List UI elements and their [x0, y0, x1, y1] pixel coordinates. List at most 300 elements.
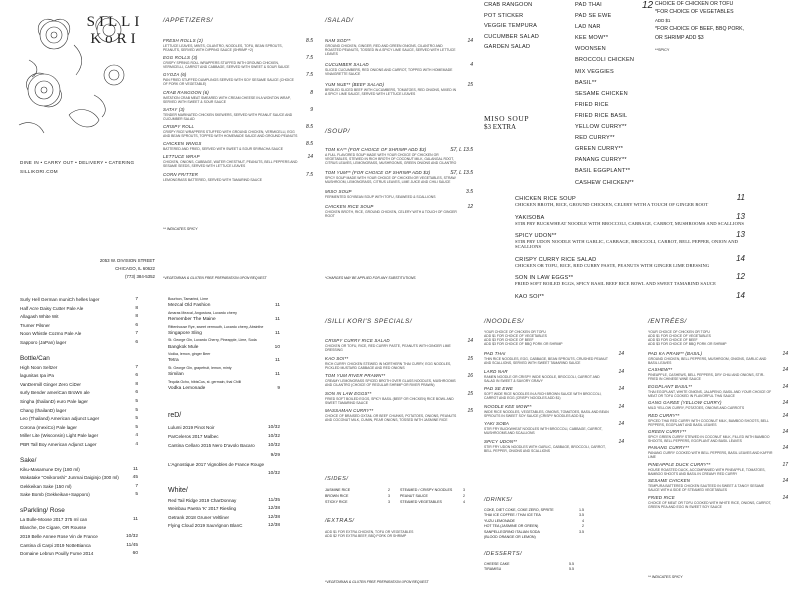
menu-item — [163, 154, 313, 168]
drink-row — [20, 372, 138, 381]
menu-item-desc: CHICKEN, ONIONS, CABBAGE, WATER CHESTNUT, PEANUTS, BELL PEPPERS AND SESAME SEEDS, SERVED WITH LETTUCE LEAVES — [163, 160, 298, 169]
small-row — [484, 535, 584, 540]
drink-name: Surly Hell German muniCh helles lager — [20, 297, 100, 302]
drink-name: Corona (mexiCo) Pale lager — [20, 424, 77, 430]
drink-row — [168, 522, 280, 530]
menu-item-name: GYOZA (6) — [163, 72, 187, 78]
drink-name: Sake Bomb (Gekkeikan+Sapporo) — [20, 492, 90, 498]
special-row — [515, 230, 745, 239]
menu-item-name: NAM SOD** — [325, 38, 351, 43]
side-price: 3 — [388, 500, 390, 504]
drink-price: 5 — [135, 398, 138, 404]
drink-price: 10/32 — [267, 471, 280, 477]
menu-item — [325, 356, 473, 370]
menu-item-name: CASHEW** — [648, 367, 673, 373]
lunch-entree-item: PAD SE EWE — [575, 13, 612, 20]
drink-name: Domaine Lebrun Pouilly Fume 2014 — [20, 551, 94, 557]
white-wine-list — [168, 497, 280, 531]
right-specials-list — [515, 193, 745, 304]
miso-extra: $3 EXTRA — [484, 123, 517, 131]
menu-item-name: TOM YUM** (FOR CHOICE OF SHRIMP ADD $3) — [325, 170, 431, 175]
drink-row — [20, 542, 138, 551]
side-price: 4 — [463, 500, 465, 504]
drink-row — [20, 364, 138, 373]
menu-item — [325, 338, 473, 352]
menu-item-name: KAO SOI** — [325, 355, 349, 361]
drink-price: 8 — [135, 381, 138, 387]
drink-name: Blanche, De Cigare, OR Rousse — [20, 525, 87, 531]
special-name: SON IN LAW EGGS** — [515, 275, 574, 281]
choice-2: *FOR CHOICE OF VEGETABLES — [655, 9, 734, 16]
menu-item-desc: SLICED CUCUMBERS, RED ONIONS AND CARROT, TOPPED WITH HOMEMADE VINAIGRETTE SAUCE — [325, 68, 453, 76]
extras-lines — [325, 530, 413, 538]
side-price: 3 — [388, 494, 390, 498]
menu-item — [484, 439, 624, 453]
drink-price: 10/32 — [267, 443, 280, 449]
menu-item — [163, 172, 313, 182]
drink-price: 8 — [135, 305, 138, 311]
menu-item-name: EGG ROLLS (3) — [163, 55, 198, 61]
drink-name: lagunitas Ipa iPa — [20, 373, 54, 379]
menu-item-price: 8 — [310, 89, 313, 96]
beer-list — [20, 296, 138, 559]
lunch-entree-item: LAD NAR — [575, 24, 601, 31]
cocktail-price: 11 — [275, 330, 280, 336]
drink-price: 5 — [135, 407, 138, 413]
drink-price: 60 — [132, 551, 138, 557]
drink-row — [168, 497, 280, 505]
menu-item-price: 3.5 — [466, 189, 473, 195]
extras-title: /EXTRAS/ — [325, 518, 355, 524]
drink-name: ParCeleros 2017 Malbec — [168, 434, 219, 440]
drink-name: High Noon Seltzer — [20, 364, 58, 370]
drink-name: Flying Cloud 2019 SauVignon BlanC — [168, 523, 243, 529]
menu-item-desc: HOUSE ROASTED DUCK, ACCOMPANIED WITH PINEAPPLE, TOMATOES, BAMBOO SHOOTS AND BASIL IN CREAMY RED CURRY — [648, 467, 766, 476]
soup-list — [325, 147, 473, 223]
menu-item-price: 14 — [782, 367, 788, 374]
cocktail-name: Remember The Maine — [168, 317, 216, 322]
cocktail-price: 11 — [275, 317, 280, 322]
intro-line: ADD $3 FOR CHOICE OF BEEF — [648, 338, 698, 342]
drinks-list — [484, 508, 584, 540]
side-name: STEAMED VEGETABLES — [400, 500, 442, 504]
drink-price: 10/32 — [267, 434, 280, 440]
drink-row — [20, 424, 138, 433]
drink-row — [20, 491, 138, 500]
drink-name: Allagash White Wit — [20, 314, 59, 320]
side-price: 3 — [463, 488, 465, 492]
menu-item-price: S7, L 13.5 — [450, 170, 473, 176]
menu-item — [648, 495, 788, 509]
menu-item-name: TOM YUM RIVER PRAWN** — [325, 373, 386, 378]
drink-row — [20, 313, 138, 322]
lunch-entree-item: BASIL** — [575, 79, 597, 86]
menu-item-name: SPICY UDON** — [484, 438, 518, 444]
menu-item-name: RED CURRY** — [648, 412, 680, 418]
menu-item-desc: CRISPY RICE WRAPPERS STUFFED WITH GROUND CHICKEN, VERMICELLI, EGG AND BEAN SPROUTS, TOPPED WITH HOMEMADE SAUCE AND GROUND PEANUTS — [163, 129, 298, 138]
drink-price: 11/45 — [126, 542, 138, 548]
drink-name: surly Bender ameriCan BroWn ale — [20, 390, 90, 396]
intro-line: YOUR CHOICE OF CHICKEN OR TOFU — [484, 330, 546, 334]
cocktail-price: 11 — [275, 358, 280, 364]
menu-item-desc: STIR FRY BUCKWHEAT NOODLES WITH BROCCOLI, CABBAGE, CARROT, MUSHROOMS AND SCALLIONS — [484, 427, 603, 435]
special-name: SPICY UDON** — [515, 233, 557, 239]
appetizers-footnote: *VEGETARIAN & GLUTEN FREE PREPARATION UPON REQUEST — [163, 276, 267, 280]
drink-row — [20, 483, 138, 492]
menu-item-name: PINEAPPLE DUCK CURRY** — [648, 461, 711, 467]
lunch-side-item: VEGGIE TEMPURA — [484, 23, 538, 30]
menu-item — [648, 462, 788, 476]
choice-3b: OR SHRIMP ADD $3 — [655, 34, 704, 41]
cocktail-price: 11 — [275, 372, 280, 378]
intro-line: ADD $3 FOR CHOICE OF BEEF — [484, 338, 534, 342]
small-price: 3.5 — [579, 529, 584, 534]
drink-name: PBR Tall Boy American Adjunct Lager — [20, 441, 97, 447]
drink-price: 9/29 — [270, 452, 280, 458]
menu-item — [648, 384, 788, 398]
menu-item-name: CUCUMBER SALAD — [325, 62, 369, 67]
intro-line: ADD $1 FOR CHOICE OF VEGETABLES — [648, 334, 711, 338]
menu-item-name: YAKI SOBA — [484, 421, 509, 426]
menu-item — [325, 373, 473, 387]
cocktail-row — [168, 357, 280, 365]
choice-1: CHOICE OF CHICKEN OR TOFU — [655, 1, 734, 7]
menu-item-name: FRIED RICE — [648, 494, 675, 500]
drink-price: 8 — [135, 314, 138, 320]
drink-row — [20, 415, 138, 424]
salad-title: /SALAD/ — [325, 17, 354, 24]
lunch-entree-item: PAD THAI — [575, 2, 602, 8]
small-row — [484, 567, 574, 572]
small-price: 3.5 — [579, 513, 584, 518]
menu-item-desc: SPICED THAI RED CURRY WITH COCONUT MILK, BAMBOO SHOOTS, BELL PEPPERS, EGGPLANT AND BASIL LEAVES — [648, 418, 769, 427]
menu-item-name: LETTUCE WRAP — [163, 154, 200, 160]
lunch-entree-item: FRIED RICE BASIL — [575, 112, 628, 119]
menu-item-price: 14 — [782, 412, 788, 419]
drink-name: Trumer Pilsner — [20, 322, 50, 328]
menu-item — [648, 400, 788, 410]
menu-item-name: CRISPY CURRY RICE SALAD — [325, 338, 390, 343]
lunch-entree-item: PANANG CURRY** — [575, 157, 627, 164]
special-desc: FRIED SOFT BOILED EGGS, SPICY BASIL BEEF RICE BOWL AND SWEET TAMARIND SAUCE — [515, 281, 716, 286]
menu-item-desc: BATTERED AND FRIED, SERVED WITH SWEET & SOUR SRIRACHA SAUCE — [163, 147, 284, 152]
small-name: (BLOOD ORANGE OR LEMON) — [484, 535, 536, 540]
drink-row — [20, 381, 138, 390]
menu-item-price: 7.5 — [306, 171, 313, 178]
drink-row — [168, 451, 280, 460]
brand-name — [80, 14, 150, 48]
menu-item — [325, 62, 473, 76]
desserts-title: /DESSERTS/ — [484, 551, 523, 557]
soup-note: *CHARGES MAY BE APPLIED FOR ANY SUBSTITUTIONS — [325, 276, 416, 280]
menu-item — [325, 147, 473, 165]
menu-item-name: MASSAMAN CURRY** — [325, 408, 374, 413]
extras-footnote: *VEGETARIAN & GLUTEN FREE PREPARATION UPON REQUEST — [325, 580, 429, 584]
drink-row — [168, 460, 280, 469]
cocktail-price: 10 — [274, 344, 280, 350]
lunch-entree-item: GREEN CURRY** — [575, 146, 624, 153]
cocktail-row — [168, 371, 280, 379]
miso-soup-offer — [484, 114, 529, 131]
menu-item — [325, 204, 473, 218]
menu-item-desc: FERMENTED SOYBEAN SOUP WITH TOFU, SEAWEED & SCALLIONS — [325, 195, 436, 199]
drink-row — [168, 432, 280, 441]
menu-item — [484, 351, 624, 365]
menu-item — [648, 351, 788, 365]
menu-item-desc: PAN FRIED STUFFED DUMPLINGS SERVED WITH SOY SESAME SAUCE (CHOICE OF PORK OR VEGETABLE) — [163, 78, 294, 87]
red-wine-list — [168, 423, 280, 478]
cocktail-ingredients: Vodka, lemon, ginger Beer — [168, 352, 211, 357]
appetizers-list — [163, 38, 313, 185]
menu-item — [648, 429, 788, 443]
drink-price: 5 — [135, 424, 138, 430]
soup-title: /SOUP/ — [325, 128, 351, 135]
drink-row — [20, 524, 138, 533]
lunch-entree-item: WOONSEN — [575, 46, 606, 53]
drink-price: 5 — [135, 492, 138, 498]
special-item — [515, 230, 745, 249]
cocktail-price: 11 — [275, 303, 280, 309]
side-price: 2 — [388, 488, 390, 492]
menu-item-price: 14 — [467, 338, 473, 344]
menu-item-price: 4 — [470, 62, 473, 68]
menu-item-name: SESAME CHICKEN — [648, 478, 691, 484]
cocktail-ingredients: Tequila Ocho, hibisCus, st. germain, thai Chilli — [168, 379, 242, 384]
cocktail-name: Bangkok Mule — [168, 344, 199, 350]
sides-title: /SIDES/ — [325, 476, 349, 482]
special-desc: STIR FRY BUCKWHEAT NOODLE WITH BROCCOLI, CABBAGE, CARROT, MUSHROOMS AND SCALLIONS — [515, 220, 745, 226]
special-price: 14 — [736, 290, 745, 300]
menu-item-name: CHICKEN WINGS — [163, 141, 202, 147]
menu-item — [484, 421, 624, 435]
menu-item — [325, 170, 473, 184]
special-price: 13 — [736, 230, 745, 239]
menu-item-desc: LEMONGRASS BATTERED, SERVED WITH TAMARIND SAUCE — [163, 177, 263, 182]
drink-name: Wakatake "Onikoroshi" Junmai Daiginjo (300 ml) — [20, 475, 119, 481]
drink-row — [168, 441, 280, 450]
lunch-side-item: CRAB RANGOON — [484, 2, 533, 8]
menu-item-desc: RICH CURRY CHICKEN STEWED IN NORTHERN THAI CURRY, EGG NOODLES, PICKLED MUSTARD CABBAGE AND RED ONIONS — [325, 361, 452, 370]
white-wine-title: White/ — [168, 487, 188, 494]
side-row — [400, 500, 465, 506]
small-price: 2 — [582, 524, 584, 529]
extras-line-2: ADD $2 FOR EXTRA BEEF, BBQ PORK OR SHRIMP — [325, 534, 407, 538]
menu-item-price: 7.5 — [306, 72, 313, 79]
special-row — [515, 212, 745, 221]
menu-item-name: TOM KA** (FOR CHOICE OF SHRIMP ADD $3) — [325, 147, 427, 152]
drink-name: 2019 Belle Annee Rose Vin de France — [20, 534, 98, 540]
menu-item-desc: SPICY SOUP MADE WITH YOUR CHOICE OF CHICKEN OR VEGETABLES, STRAW MUSHROOM, LEMONGRASS, CITRUS LEAVES, LIME JUICE AND CHILI SAUCE — [325, 176, 456, 184]
drink-name: Miller Lite (Wisconsin) Light Pale lager — [20, 433, 99, 439]
cocktail-row — [168, 316, 280, 324]
sides-list — [325, 488, 465, 506]
cocktail-list — [168, 296, 280, 393]
special-name: KAO SOI** — [515, 293, 545, 300]
cocktail-row — [168, 385, 280, 393]
special-row — [515, 291, 745, 300]
menu-item-price: 8.5 — [306, 123, 313, 130]
special-name: CRISPY CURRY RICE SALAD — [515, 256, 597, 263]
menu-item-price: 14 — [467, 38, 473, 44]
special-name: CHICKEN RICE SOUP — [515, 196, 576, 202]
small-name: HOT TEA (JASMINE OR GREEN) — [484, 524, 539, 529]
menu-item-desc: TEMPURA BATTERED CHICKEN SAUTEED IN SWEET & TANGY SESAME SAUCE WITH A SIDE OF STEAMED VEGETABLES — [648, 484, 765, 493]
side-name: JASMINE RICE — [325, 488, 351, 492]
entrees-note: ** INDICATES SPICY — [648, 575, 683, 579]
menu-item-name: MISO SOUP — [325, 189, 352, 194]
menu-item-name: FRESH ROLLS (2) — [163, 38, 204, 43]
special-price: 14 — [736, 253, 745, 263]
menu-item-price: 14 — [782, 428, 788, 435]
drink-price: 7 — [135, 483, 138, 489]
cocktail-name: Singapore Sling — [168, 330, 202, 336]
special-item — [515, 272, 745, 286]
drink-name: L'Agnostique 2017 Vignobles de France Rouge — [168, 461, 265, 467]
drink-name: Half Acre Daisy Cutter Pale Ale — [20, 305, 84, 311]
drink-row — [20, 432, 138, 441]
menu-item-price: 14 — [618, 386, 624, 392]
drink-name: Lulumi 2019 Pinot Noir — [168, 425, 215, 430]
choice-3: *FOR CHOICE OF BEEF, BBQ PORK, — [655, 26, 745, 33]
drink-name: VanDermill Ginger Zero CiDer — [20, 381, 81, 387]
menu-item — [163, 141, 313, 151]
small-name: COKE, DIET COKE, COKE ZERO, SPRITE — [484, 508, 554, 512]
sake-title: Sake/ — [20, 456, 37, 464]
intro-line: ADD $3 FOR CHOICE OF BBQ PORK OR SHRIMP — [484, 342, 563, 346]
website: SILLIKORI.COM — [20, 169, 58, 174]
drink-row — [20, 407, 138, 416]
drink-row — [20, 474, 138, 483]
drink-price: 6 — [135, 390, 138, 396]
menu-item-price: 14 — [782, 383, 788, 390]
drink-name: La Bulle-Moose 2017 375 ml can — [20, 516, 88, 522]
salad-list — [325, 38, 473, 102]
drink-name: Singha (thailanD) euro Pale lager — [20, 398, 88, 404]
cocktail-row — [168, 344, 280, 352]
address-city: CHICAGO, IL 60622 — [115, 266, 155, 271]
drink-price: 12/38 — [267, 506, 280, 512]
section-intro — [648, 330, 788, 346]
menu-item-desc: TENDER MARINATED CHICKEN SKEWERS, SERVED WITH PEANUT SAUCE AND CUCUMBER SALAD — [163, 112, 293, 121]
small-name: CHEESE CAKE — [484, 562, 510, 566]
drink-price: 4 — [135, 441, 138, 447]
menu-item-desc: A FULL FLAVORED SOUP MADE WITH YOUR CHOICE OF CHICKEN OR VEGETABLES, STEWED IN RICH BROTH OF COCONUT MILK, GALANGAL ROOT, CITRUS LEAVES, LEMONGRASS, MUSHROOMS, GREEN ONIONS AND CILANTRO — [325, 153, 457, 165]
entrees-list — [648, 330, 788, 511]
drink-row — [20, 296, 138, 305]
menu-item-desc: PANANG CURRY COOKED WITH BELL PEPPERS, BASIL LEAVES AND KAFFIR LIME — [648, 451, 773, 460]
menu-item-price: 8.5 — [306, 141, 313, 148]
small-price: 5.5 — [569, 567, 574, 572]
menu-item — [484, 369, 624, 383]
drink-price: 6 — [135, 322, 138, 328]
menu-item-price: 16 — [467, 373, 473, 379]
silli-specials-list — [325, 338, 473, 426]
appetizers-note: ** INDICATES SPICY — [163, 227, 198, 231]
special-row — [515, 272, 745, 281]
menu-item-desc: FRIED SOFT BOILED EGGS, SPICY BASIL (BEEF OR CHICKEN) RICE BOWL AND SWEET TAMARIND SAUCE — [325, 396, 454, 405]
drink-row — [168, 514, 280, 522]
side-row — [325, 500, 390, 506]
lunch-entree-item: MIX VEGGIES — [575, 68, 614, 75]
drink-row — [20, 466, 138, 475]
menu-item-name: CHICKEN RICE SOUP — [325, 204, 374, 209]
special-price: 12 — [736, 272, 745, 281]
menu-item-desc: SOFT WIDE RICE NOODLES IN A RICH BROWN SAUCE WITH BROCCOLI, CARROT AND EGG (CRISPY NOODLES ADD $1) — [484, 392, 602, 400]
menu-item-desc: PINEAPPLE, CASHEWS, BELL PEPPERS, DRY CHILI AND ONIONS, STIR-FRIED IN CHINESE WINE SAUCE — [648, 373, 765, 382]
lunch-entree-item: CASHEW CHICKEN** — [575, 179, 634, 186]
drink-name: Kiku-Masamune Dry (180 ml) — [20, 466, 80, 472]
lunch-entrees-list — [575, 0, 645, 189]
drink-price: 10/32 — [125, 534, 138, 540]
lunch-entree-item: BASIL EGGPLANT** — [575, 168, 631, 175]
drink-name: Getrank 2018 Gruner Veltliner — [168, 514, 230, 520]
menu-item-desc: IMITATION CRAB MEAT SMEARED WITH CREAM CHEESE IN A WONTON WRAP, SERVED WITH SWEET & SOUR SAUCE — [163, 95, 291, 104]
menu-item-price: 12 — [467, 204, 473, 210]
drink-name: Leo (Thailand) American adjunct Lager — [20, 416, 100, 422]
menu-item-name: NOODLE KEE MOW** — [484, 403, 532, 409]
choice-2b: ADD $1 — [655, 17, 671, 23]
menu-item — [648, 445, 788, 459]
menu-item — [325, 189, 473, 199]
menu-item-price: 15 — [467, 390, 473, 397]
lunch-entree-item: YELLOW CURRY** — [575, 124, 627, 131]
menu-item-name: EGGPLANT BASIL** — [648, 383, 693, 389]
small-price: 4 — [582, 518, 584, 523]
menu-item-desc: BROILED SLICED BEEF WITH CUCUMBERS, TOMATOES, RED ONIONS, MIXED IN A SPICY LIME SAUCE, SERVED WITH LETTUCE LEAVES — [325, 88, 457, 96]
menu-item — [163, 107, 313, 121]
menu-item — [648, 413, 788, 427]
menu-item-name: GANG GAREE (YELLOW CURRY) — [648, 400, 722, 406]
menu-item-desc: GROUND CHICKEN, GINGER, RED AND GREEN ONIONS, CILANTRO AND ROASTED PEANUTS, TOSSED IN A SPICY LIME SAUCE, SERVED WITH LETTUCE LEAVES — [325, 44, 456, 56]
drink-row — [20, 339, 138, 348]
menu-item-desc: WIDE RICE NOODLES, VEGETABLES, ONIONS, TOMATOES, BASIL AND BEAN SPROUTS IN SWEET SOY SAUCE (CRISPY NOODLES ADD $1) — [484, 409, 609, 418]
menu-item-desc: LETTUCE LEAVES, MINTS, CILANTRO, NOODLES, TOFU, BEAN SPROUTS, PEANUTS, SERVED WITH DIPPING SAUCE (SHRIMP +2) — [163, 44, 283, 52]
entrees-title: /ENTRÉES/ — [648, 318, 687, 325]
menu-item — [325, 391, 473, 405]
menu-item-desc: CHOICE OF MEAT OR TOFU COOKED WITH WHITE RICE, ONIONS, CARROT, GREEN PEA AND EGG IN SWEET SOY SAUCE — [648, 500, 772, 509]
lunch-entree-item: KEE MOW** — [575, 35, 609, 42]
drink-row — [168, 469, 280, 478]
menu-item-desc: MILD YELLOW CURRY, POTATOES, ONIONS AND CARROTS — [648, 406, 745, 411]
menu-item-price: 14 — [782, 494, 788, 501]
lunch-sides-list — [484, 0, 554, 53]
menu-item-price: 15 — [467, 408, 473, 414]
drink-row — [20, 550, 138, 559]
address-street: 2053 W. DIVISION STREET — [99, 258, 155, 263]
cocktail-price: 9 — [277, 385, 280, 391]
small-name: SANPELLEGRINO ITALIAN SODA — [484, 529, 540, 534]
drink-row — [20, 533, 138, 542]
drink-name: Cantina Cellaro 2015 Nero D'avolo Bacaro — [168, 443, 255, 449]
cocktail-ingredients: St. George Gin, Luxardo Cherry, Pineapple, Lime, Soda — [168, 338, 257, 343]
drink-price: 6 — [135, 339, 138, 345]
menu-item-name: SON IN LAW EGGS** — [325, 390, 372, 396]
cocktail-ingredients: Amaras Mezcal, Angostura, Luxardo cherry — [168, 310, 237, 315]
menu-item-name: GREEN CURRY** — [648, 428, 687, 434]
red-wine-title: reD/ — [168, 412, 182, 419]
cocktail-row — [168, 330, 280, 338]
miso-label: MISO SOUP — [484, 114, 530, 123]
cocktail-name: Mezcal Old Fashion — [168, 303, 211, 309]
drink-row — [168, 423, 280, 432]
menu-item-desc: THAI EGGPLANT, WHITE ONIONS, JALAPENO, BASIL AND YOUR CHOICE OF MEAT OR TOFU COOKED IN FLAVORFUL THAI SAUCE — [648, 389, 772, 398]
drink-name: Gekkeikan Sake (150 ml) — [20, 483, 72, 489]
special-item — [515, 212, 745, 226]
menu-item-desc: CHOICE OF BRAISED OXTAIL OR BEEF CHUNKS, POTATOES, ONIONS, PEANUTS AND COCONUT MILK, CUMIN, PEAR ONIONS, TOSSED WITH JASMINE RICE — [325, 414, 457, 422]
drinks-title: /DRINKS/ — [484, 497, 513, 503]
menu-item-name: YUM NUE** (BEEF SALAD) — [325, 82, 385, 87]
menu-item — [163, 72, 313, 86]
